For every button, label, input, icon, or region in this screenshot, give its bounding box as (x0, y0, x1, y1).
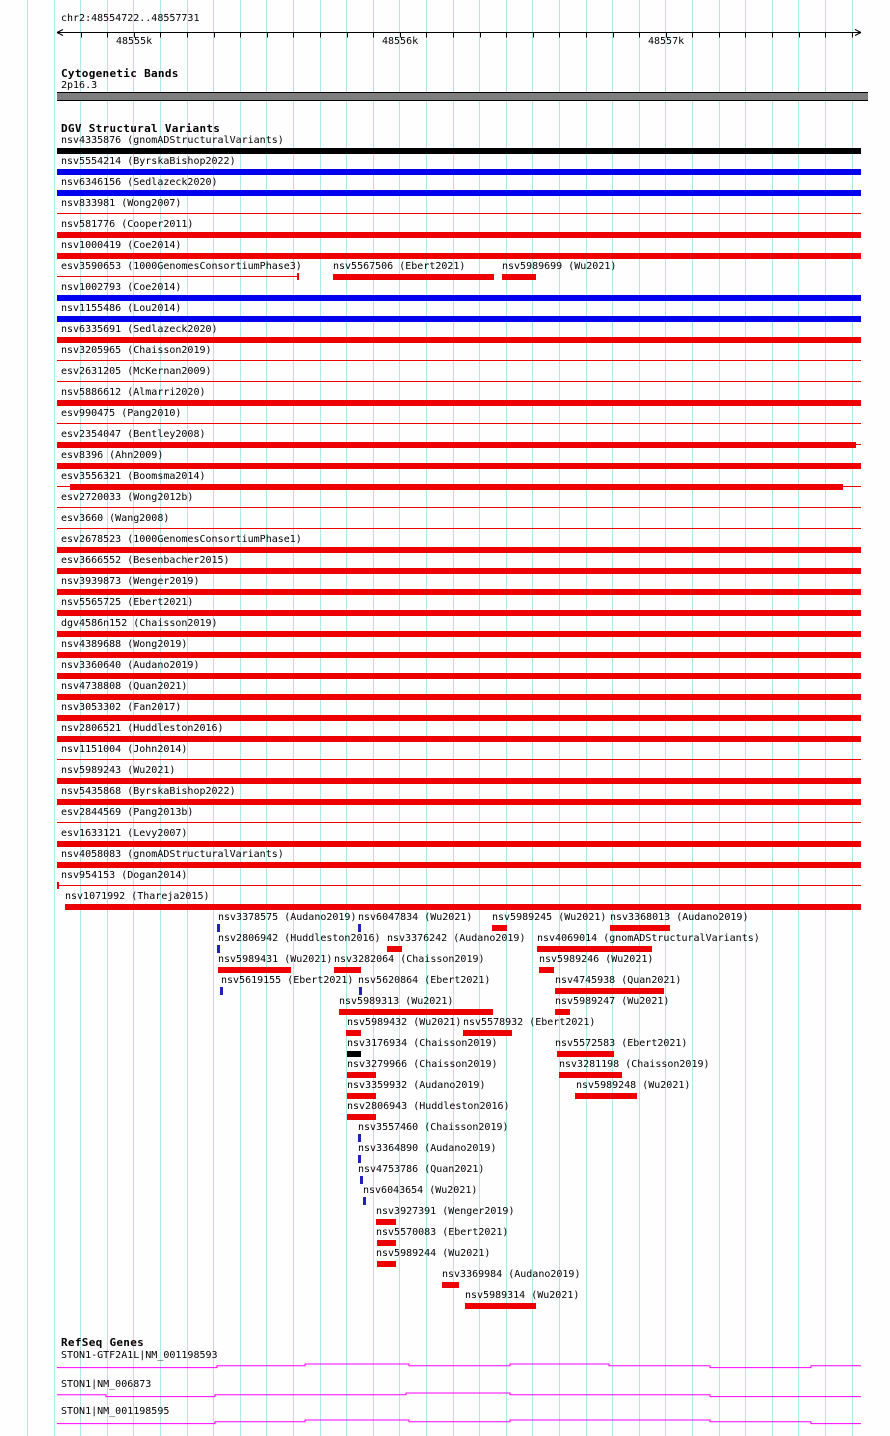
variant-bar[interactable] (57, 862, 861, 868)
variant-bar[interactable] (57, 295, 861, 301)
variant-label[interactable]: nsv3281198 (Chaisson2019) (559, 1059, 710, 1070)
variant-label[interactable]: nsv5435868 (ByrskaBishop2022) (61, 786, 236, 797)
variant-bar[interactable] (218, 967, 291, 973)
variant-bar[interactable] (463, 1030, 512, 1036)
variant-bar[interactable] (57, 885, 861, 886)
variant-bar[interactable] (57, 232, 861, 238)
variant-label[interactable]: esv3660 (Wang2008) (61, 513, 170, 524)
variant-label[interactable]: nsv1151004 (John2014) (61, 744, 188, 755)
variant-bar[interactable] (57, 694, 861, 700)
variant-label[interactable]: esv2720033 (Wong2012b) (61, 492, 194, 503)
variant-bar[interactable] (555, 1009, 570, 1015)
variant-label[interactable]: nsv5989246 (Wu2021) (539, 954, 654, 965)
variant-bar[interactable] (57, 841, 861, 847)
variant-label[interactable]: nsv3205965 (Chaisson2019) (61, 345, 212, 356)
variant-bar[interactable] (57, 778, 861, 784)
variant-label[interactable]: esv2354047 (Bentley2008) (61, 429, 206, 440)
variant-label[interactable]: nsv4753786 (Quan2021) (358, 1164, 485, 1175)
variant-label[interactable]: nsv6043654 (Wu2021) (363, 1185, 478, 1196)
variant-bar[interactable] (297, 273, 299, 280)
variant-bar[interactable] (377, 1240, 396, 1246)
gene-label[interactable]: STON1|NM_001198595 (61, 1406, 170, 1417)
variant-bar[interactable] (57, 822, 861, 823)
variant-bar[interactable] (537, 946, 652, 952)
variant-bar[interactable] (559, 1072, 622, 1078)
variant-label[interactable]: nsv5572583 (Ebert2021) (555, 1038, 688, 1049)
variant-label[interactable]: nsv4389688 (Wong2019) (61, 639, 188, 650)
variant-label[interactable]: nsv3376242 (Audano2019) (387, 933, 526, 944)
variant-bar[interactable] (57, 486, 70, 487)
variant-label[interactable]: nsv1155486 (Lou2014) (61, 303, 182, 314)
variant-label[interactable]: esv1633121 (Levy2007) (61, 828, 188, 839)
variant-label[interactable]: nsv3939873 (Wenger2019) (61, 576, 200, 587)
variant-label[interactable]: esv990475 (Pang2010) (61, 408, 182, 419)
variant-insertion-tick[interactable] (220, 987, 223, 995)
variant-label[interactable]: nsv4335876 (gnomADStructuralVariants) (61, 135, 284, 146)
variant-label[interactable]: nsv5989313 (Wu2021) (339, 996, 454, 1007)
variant-bar[interactable] (347, 1072, 376, 1078)
refseq-track-header: RefSeq Genes (61, 1336, 145, 1349)
variant-label[interactable]: nsv2806521 (Huddleston2016) (61, 723, 224, 734)
variant-insertion-tick[interactable] (359, 987, 362, 995)
variant-bar[interactable] (377, 1261, 396, 1267)
variant-bar[interactable] (57, 276, 298, 277)
variant-bar[interactable] (57, 169, 861, 175)
variant-bar[interactable] (57, 507, 861, 508)
dgv-track-header: DGV Structural Variants (61, 122, 221, 135)
variant-bar[interactable] (539, 967, 554, 973)
variant-bar[interactable] (387, 946, 402, 952)
variant-bar[interactable] (442, 1282, 459, 1288)
variant-bar[interactable] (339, 1009, 493, 1015)
variant-bar[interactable] (65, 904, 861, 910)
ruler-tick-label: 48557k (648, 36, 685, 47)
variant-label[interactable]: nsv5989245 (Wu2021) (492, 912, 607, 923)
variant-bar[interactable] (610, 925, 670, 931)
variant-label[interactable]: esv3666552 (Besenbacher2015) (61, 555, 230, 566)
variant-label[interactable]: nsv5567506 (Ebert2021) (333, 261, 466, 272)
variant-bar[interactable] (57, 652, 861, 658)
variant-label[interactable]: nsv1002793 (Coe2014) (61, 282, 182, 293)
variant-label[interactable]: nsv5554214 (ByrskaBishop2022) (61, 156, 236, 167)
variant-insertion-tick[interactable] (358, 1155, 361, 1163)
variant-bar[interactable] (57, 442, 856, 448)
variant-label[interactable]: nsv5886612 (Almarri2020) (61, 387, 206, 398)
variant-label[interactable]: nsv3282064 (Chaisson2019) (334, 954, 485, 965)
variant-label[interactable]: nsv5989248 (Wu2021) (576, 1080, 691, 1091)
variant-bar[interactable] (57, 759, 861, 760)
variant-label[interactable]: nsv954153 (Dogan2014) (61, 870, 188, 881)
variant-bar[interactable] (57, 736, 861, 742)
variant-bar[interactable] (465, 1303, 536, 1309)
variant-bar[interactable] (57, 423, 861, 424)
variant-label[interactable]: nsv3557460 (Chaisson2019) (358, 1122, 509, 1133)
variant-bar[interactable] (557, 1051, 614, 1057)
variant-bar[interactable] (57, 148, 861, 154)
variant-bar[interactable] (376, 1219, 396, 1225)
variant-label[interactable]: nsv3360640 (Audano2019) (61, 660, 200, 671)
variant-bar[interactable] (843, 486, 861, 487)
variant-insertion-tick[interactable] (217, 924, 220, 932)
variant-label[interactable]: nsv833981 (Wong2007) (61, 198, 182, 209)
variant-bar[interactable] (57, 381, 861, 382)
variant-bar[interactable] (57, 568, 861, 574)
variant-label[interactable]: nsv6335691 (Sedlazeck2020) (61, 324, 218, 335)
variant-label[interactable]: esv2631205 (McKernan2009) (61, 366, 212, 377)
variant-label[interactable]: nsv3368013 (Audano2019) (610, 912, 749, 923)
variant-bar[interactable] (57, 337, 861, 343)
variant-label[interactable]: nsv3378575 (Audano2019) (218, 912, 357, 923)
variant-label[interactable]: esv2844569 (Pang2013b) (61, 807, 194, 818)
variant-label[interactable]: nsv5620864 (Ebert2021) (358, 975, 491, 986)
variant-bar[interactable] (57, 799, 861, 805)
variant-label[interactable]: esv2678523 (1000GenomesConsortiumPhase1) (61, 534, 302, 545)
variant-label[interactable]: nsv5989247 (Wu2021) (555, 996, 670, 1007)
variant-insertion-tick[interactable] (358, 924, 361, 932)
variant-insertion-tick[interactable] (358, 1134, 361, 1142)
cytoband-label: 2p16.3 (61, 80, 98, 91)
variant-label[interactable]: nsv5989699 (Wu2021) (502, 261, 617, 272)
variant-bar[interactable] (57, 631, 861, 637)
ruler-tick-label: 48555k (116, 36, 153, 47)
variant-label[interactable]: esv3556321 (Boomsma2014) (61, 471, 206, 482)
variant-label[interactable]: nsv3279966 (Chaisson2019) (347, 1059, 498, 1070)
variant-label[interactable]: nsv5570083 (Ebert2021) (376, 1227, 509, 1238)
variant-bar[interactable] (347, 1093, 376, 1099)
variant-bar[interactable] (575, 1093, 637, 1099)
variant-bar[interactable] (57, 190, 861, 196)
variant-insertion-tick[interactable] (360, 1176, 363, 1184)
variant-label[interactable]: nsv1071992 (Thareja2015) (65, 891, 210, 902)
variant-label[interactable]: nsv2806943 (Huddleston2016) (347, 1101, 510, 1112)
gene-label[interactable]: STON1-GTF2A1L|NM_001198593 (61, 1350, 218, 1361)
variant-label[interactable]: esv3590653 (1000GenomesConsortiumPhase3) (61, 261, 302, 272)
variant-label[interactable]: nsv3359932 (Audano2019) (347, 1080, 486, 1091)
variant-label[interactable]: nsv3053302 (Fan2017) (61, 702, 182, 713)
variant-bar[interactable] (57, 463, 861, 469)
variant-bar[interactable] (555, 988, 664, 994)
variant-label[interactable]: nsv5989432 (Wu2021) (347, 1017, 462, 1028)
variant-label[interactable]: nsv3176934 (Chaisson2019) (347, 1038, 498, 1049)
variant-bar[interactable] (347, 1051, 361, 1057)
variant-bar[interactable] (57, 528, 861, 529)
variant-bar[interactable] (57, 547, 861, 553)
variant-label[interactable]: nsv5989431 (Wu2021) (218, 954, 333, 965)
variant-label[interactable]: nsv6346156 (Sedlazeck2020) (61, 177, 218, 188)
ruler-tick-label: 48556k (382, 36, 419, 47)
variant-bar[interactable] (57, 610, 861, 616)
variant-label[interactable]: nsv5619155 (Ebert2021) (221, 975, 354, 986)
grid-line (54, 0, 55, 1436)
variant-label[interactable]: nsv5565725 (Ebert2021) (61, 597, 194, 608)
variant-insertion-tick[interactable] (363, 1197, 366, 1205)
variant-bar[interactable] (346, 1030, 361, 1036)
variant-bar[interactable] (502, 274, 536, 280)
grid-line (27, 0, 28, 1436)
variant-insertion-tick[interactable] (217, 945, 220, 953)
variant-bar[interactable] (57, 360, 861, 361)
variant-bar[interactable] (492, 925, 507, 931)
variant-bar[interactable] (57, 589, 861, 595)
variant-label[interactable]: nsv3369984 (Audano2019) (442, 1269, 581, 1280)
variant-label[interactable]: nsv5989314 (Wu2021) (465, 1290, 580, 1301)
variant-label[interactable]: esv8396 (Ahn2009) (61, 450, 164, 461)
variant-bar[interactable] (57, 673, 861, 679)
variant-bar[interactable] (70, 484, 843, 490)
variant-label[interactable]: nsv4058083 (gnomADStructuralVariants) (61, 849, 284, 860)
variant-label[interactable]: nsv3927391 (Wenger2019) (376, 1206, 515, 1217)
variant-label[interactable]: nsv6047834 (Wu2021) (358, 912, 473, 923)
ruler-title: chr2:48554722..48557731 (61, 13, 200, 24)
variant-label[interactable]: nsv5989243 (Wu2021) (61, 765, 176, 776)
gene-label[interactable]: STON1|NM_006873 (61, 1379, 152, 1390)
cytoband-header: Cytogenetic Bands (61, 67, 179, 80)
cytoband-bar[interactable] (57, 92, 868, 101)
variant-label[interactable]: nsv581776 (Cooper2011) (61, 219, 194, 230)
variant-bar[interactable] (57, 253, 861, 259)
variant-bar[interactable] (57, 715, 861, 721)
variant-label[interactable]: nsv4745938 (Quan2021) (555, 975, 682, 986)
variant-bar[interactable] (334, 967, 361, 973)
variant-label[interactable]: nsv5578932 (Ebert2021) (463, 1017, 596, 1028)
variant-bar[interactable] (856, 444, 861, 445)
variant-label[interactable]: nsv3364890 (Audano2019) (358, 1143, 497, 1154)
variant-label[interactable]: nsv2806942 (Huddleston2016) (218, 933, 381, 944)
variant-label[interactable]: nsv4738808 (Quan2021) (61, 681, 188, 692)
variant-bar[interactable] (347, 1114, 376, 1120)
variant-label[interactable]: dgv4586n152 (Chaisson2019) (61, 618, 218, 629)
variant-bar[interactable] (57, 213, 861, 214)
variant-bar[interactable] (333, 274, 494, 280)
variant-label[interactable]: nsv1000419 (Coe2014) (61, 240, 182, 251)
variant-bar[interactable] (57, 400, 861, 406)
variant-bar[interactable] (57, 316, 861, 322)
variant-label[interactable]: nsv5989244 (Wu2021) (376, 1248, 491, 1259)
variant-label[interactable]: nsv4069014 (gnomADStructuralVariants) (537, 933, 760, 944)
